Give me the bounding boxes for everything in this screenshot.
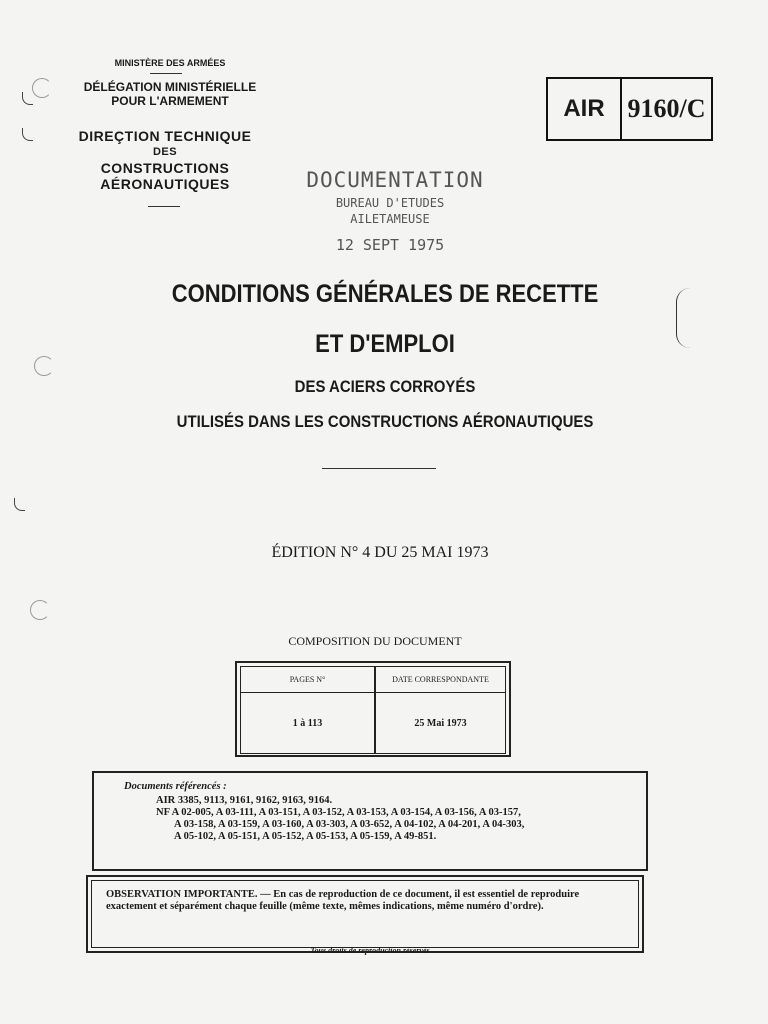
observation-box (86, 875, 644, 953)
references-heading: Documents référencés : (124, 781, 227, 792)
header-rule (148, 206, 180, 207)
reference-line: A 05-102, A 05-151, A 05-152, A 05-153, A 05-159, A 49-851. (174, 831, 437, 842)
delegation-line: DÉLÉGATION MINISTÉRIELLE (83, 80, 257, 94)
title-rule (322, 468, 436, 469)
reference-box (546, 77, 713, 141)
delegation-line: POUR L'ARMEMENT (111, 94, 229, 108)
reference-number: 9160/C (627, 94, 706, 123)
reference-prefix: AIR (548, 79, 622, 139)
table-header-date: DATE CORRESPONDANTE (376, 667, 505, 693)
stamp-documentation: DOCUMENTATION (306, 168, 484, 192)
direction-line: CONSTRUCTIONS (100, 160, 230, 176)
punch-hole (30, 600, 50, 620)
stamp-line: BUREAU D'ETUDES (335, 196, 445, 210)
margin-mark (22, 128, 33, 141)
document-subtitle-line: UTILISÉS DANS LES CONSTRUCTIONS AÉRONAUTIQUES (176, 412, 594, 431)
direction-block (60, 128, 270, 192)
direction-line: AÉRONAUTIQUES (100, 176, 230, 192)
edition-line: ÉDITION N° 4 DU 25 MAI 1973 (271, 544, 489, 561)
punch-hole (34, 356, 54, 376)
document-title-line: CONDITIONS GÉNÉRALES DE RECETTE (171, 280, 599, 308)
observation-text: OBSERVATION IMPORTANTE. — En cas de reproduction de ce document, il est essentiel de reproduire exactement et séparément chaque feuille (même texte, mêmes indications, même numéro d'ordre). (91, 880, 639, 948)
direction-line: DES (152, 146, 178, 158)
header-rule (150, 73, 182, 74)
table-header-pages: PAGES N° (241, 667, 376, 693)
margin-bracket (676, 288, 695, 348)
rights-notice: Tous droits de reproduction réservés (310, 946, 430, 955)
margin-mark (14, 498, 25, 511)
referenced-documents-box (92, 771, 648, 871)
stamp-date: 12 SEPT 1975 (335, 236, 445, 254)
table-cell-date: 25 Mai 1973 (414, 717, 467, 729)
reference-line: A 03-158, A 03-159, A 03-160, A 03-303, A 03-652, A 04-102, A 04-201, A 04-303, (174, 819, 525, 830)
margin-mark (22, 92, 33, 105)
delegation-block (70, 80, 270, 108)
stamp-line: AILETAMEUSE (350, 212, 430, 226)
table-cell-pages: 1 à 113 (241, 693, 376, 753)
reference-line: AIR 3385, 9113, 9161, 9162, 9163, 9164. (156, 795, 333, 806)
document-title-line: ET D'EMPLOI (315, 330, 455, 358)
ministry-name: MINISTÈRE DES ARMÉES (114, 58, 226, 68)
composition-heading: COMPOSITION DU DOCUMENT (288, 634, 462, 648)
reference-line: NF A 02-005, A 03-111, A 03-151, A 03-152, A 03-153, A 03-154, A 03-156, A 03-157, (156, 807, 521, 818)
composition-table (235, 661, 511, 757)
document-subtitle-line: DES ACIERS CORROYÉS (294, 377, 476, 396)
direction-line: DIREÇTION TECHNIQUE (78, 128, 252, 144)
punch-hole (32, 78, 52, 98)
